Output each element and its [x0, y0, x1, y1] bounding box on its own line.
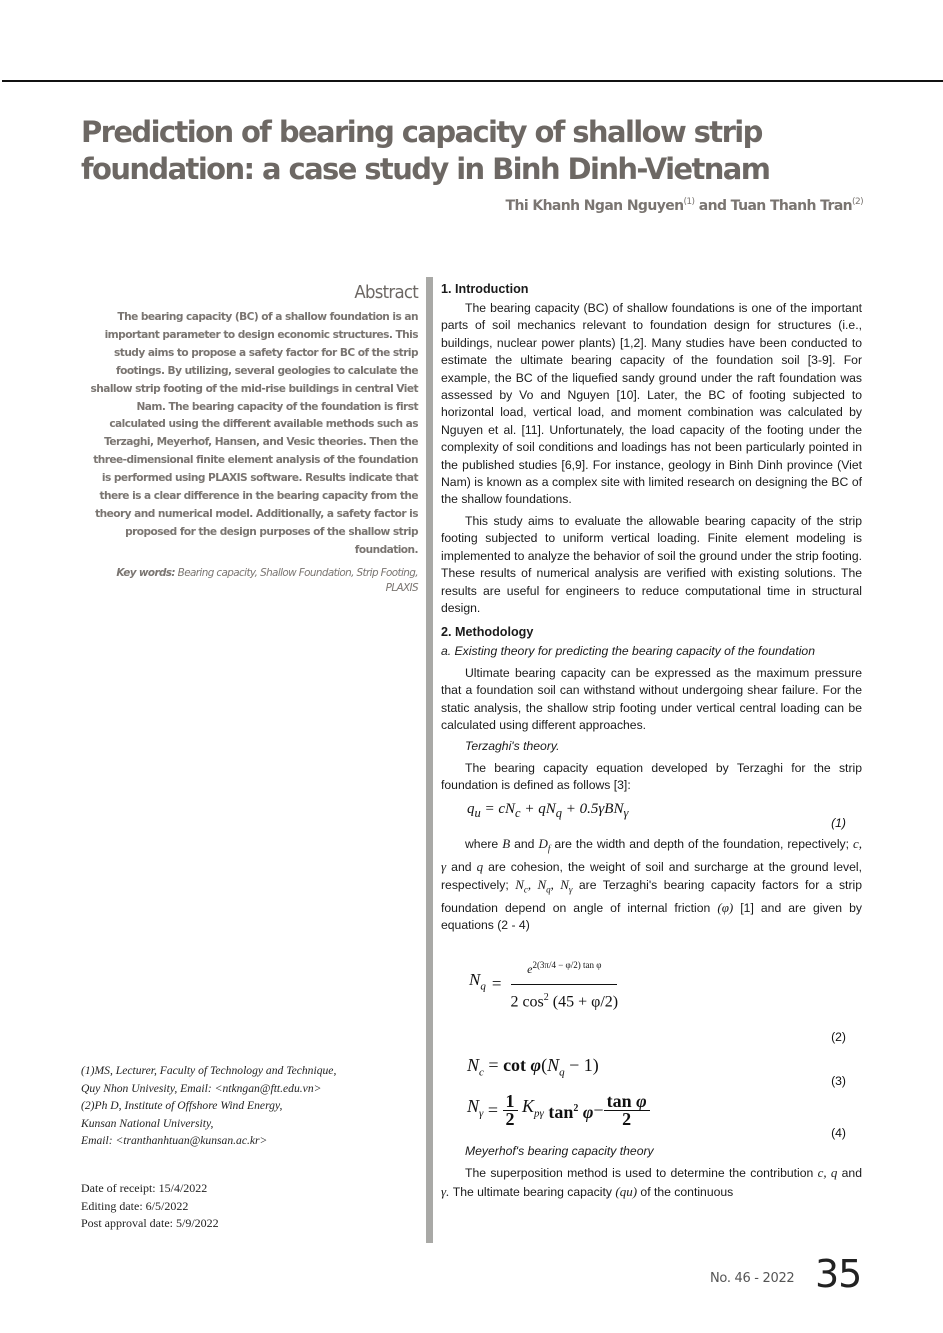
main-body [441, 280, 862, 1205]
article-title: Prediction of bearing capacity of shallow strip foundation: a case study in Binh Dinh-Vietnam [81, 115, 770, 186]
paragraph: Ultimate bearing capacity can be expressed as the maximum pressure that a foundation soil can withstand without undergoing shear failure. For the static analysis, the shallow strip footing under vertical central loading can be calculated using different approaches. [441, 665, 862, 732]
theory-heading-terzaghi: Terzaghi's theory. [465, 739, 560, 754]
abstract-section [82, 280, 418, 596]
affiliation-line: (1)MS, Lecturer, Faculty of Technology and Technique, [81, 1064, 337, 1077]
equation-number: (2) [831, 1029, 846, 1044]
article-dates [81, 1180, 381, 1233]
equation-2 [441, 939, 862, 1051]
keywords-label: Key words: [116, 566, 175, 579]
date-of-receipt: Date of receipt: 15/4/2022 [81, 1181, 208, 1195]
equation-body: $N_q$ = $\frac{e^{2(3\pi/4 - \varphi/2) tan \varphi}}{2 \cos^2 (45 + \varphi/2)}$ [469, 939, 862, 1029]
editing-date: Editing date: 6/5/2022 [81, 1198, 189, 1213]
affiliation-line: Email: <tranthanhtuan@kunsan.ac.kr> [81, 1134, 268, 1147]
paragraph: This study aims to evaluate the allowable bearing capacity of the strip footing subjected to uniform vertical loading. Finite element modeling is implemented to analyze the behavior of soil the ground under the strip footing. These results of numerical analysis are verified with existing solutions. The results are useful for engineers to reduce computational time in structural design. [441, 513, 862, 615]
equation-body: $q_u = cN_c + qN_q + 0.5\gamma BN_\gamma$ [467, 800, 629, 820]
author-line [506, 197, 863, 214]
abstract-heading: Abstract [354, 282, 418, 303]
author-affiliation-ref: (2) [852, 197, 863, 207]
top-rule [2, 80, 943, 82]
equation-number: (3) [831, 1073, 846, 1088]
paragraph: The bearing capacity (BC) of shallow foundations is one of the important parts of soil mechanics relevant to foundation design for structures (i.e., buildings, nuclear power plants) [1,2]. Many studies have been conducted to estimate the ultimate bearing capacity of the foundation soil [3-9]. For example, the BC of the liquefied sandy ground under the raft foundation was assessed by Vo and Nguyen [10]. Later, the BC of footing subjected to horizontal load, vertical load, and moment combination was calculated by Nguyen et al. [11]. Unfortunately, the load capacity of the footing under the complexity of soil conditions and loadings has not been particularly pointed in the published studies [6,9]. For instance, geology in Binh Dinh province (Viet Nam) is known as a complex site with limited research on designing the BC of the shallow foundations. [441, 301, 862, 507]
issue-number: No. 46 - 2022 [710, 1271, 795, 1286]
abstract-text: The bearing capacity (BC) of a shallow foundation is an important parameter to design economic structures. This study aims to propose a safety factor for BC of the strip footings. By utilizing, several geologies to calculate the shallow strip footing of the mid-rise buildings in central Viet Nam. The bearing capacity of the foundation is first calculated using the different available methods such as Terzaghi, Meyerhof, Hansen, and Vesic theories. Then the three-dimensional finite element analysis of the foundation is performed using PLAXIS software. Results indicate that there is a clear difference in the bearing capacity from the theory and numerical model. Additionally, a safety factor is proposed for the design purposes of the shallow strip foundation. [90, 311, 418, 556]
equation-body: $N_c = \cot \varphi(N_q - 1)$ [467, 1054, 599, 1079]
keywords [82, 566, 418, 596]
keywords-list: Bearing capacity, Shallow Foundation, Strip Footing, PLAXIS [177, 566, 418, 594]
equation-number: (4) [831, 1125, 846, 1140]
equation-1 [441, 799, 862, 835]
author-affiliation-ref: (1) [683, 197, 695, 207]
affiliation-line: Quy Nhon Univesity, Email: <ntkngan@ftt.edu.vn> [81, 1081, 322, 1095]
affiliation-line: Kunsan National University, [81, 1116, 214, 1130]
authors-joiner: and [698, 198, 727, 214]
equation-number: (1) [831, 815, 846, 830]
author-name: Tuan Thanh Tran [730, 198, 853, 214]
section-heading-methodology: 2. Methodology [441, 625, 534, 640]
equation-4 [441, 1090, 862, 1143]
subsection-heading: a. Existing theory for predicting the bearing capacity of the foundation [441, 644, 815, 659]
author-name: Thi Khanh Ngan Nguyen [505, 198, 684, 214]
paragraph: The bearing capacity equation developed by Terzaghi for the strip foundation is defined as follows [3]: [441, 760, 862, 793]
page-number: 35 [815, 1252, 862, 1296]
theory-heading-meyerhof: Meyerhof's bearing capacity theory [465, 1143, 654, 1158]
paragraph: where B and $D_f$ are the width and depth of the foundation, repectively; c, γ and q are cohesion, the weight of soil and surcharge at the ground level, respectively; $N_c$, $N_q$, $N_\gamma$ are Terzaghi's bearing capacity factors for a strip foundation depend on angle of internal friction (φ) [1] and are given by equations (2 - 4) [441, 835, 863, 933]
paragraph: The superposition method is used to determine the contribution c, q and γ. The ultimate bearing capacity (qu) of the continuous [441, 1165, 862, 1199]
affiliation-line: (2)Ph D, Institute of Offshore Wind Energy, [81, 1099, 283, 1112]
affiliations [81, 1062, 426, 1150]
equation-body: $N_\gamma$ = $\frac{1}{2}$ $K_{p\gamma}$ $\tan^2 \varphi$ − $\frac{\text{tan φ}}{2}$ [467, 1093, 862, 1129]
section-heading-introduction: 1. Introduction [441, 282, 529, 296]
post-approval-date: Post approval date: 5/9/2022 [81, 1216, 219, 1230]
column-divider-bar [426, 277, 433, 1243]
equation-3 [441, 1051, 862, 1093]
